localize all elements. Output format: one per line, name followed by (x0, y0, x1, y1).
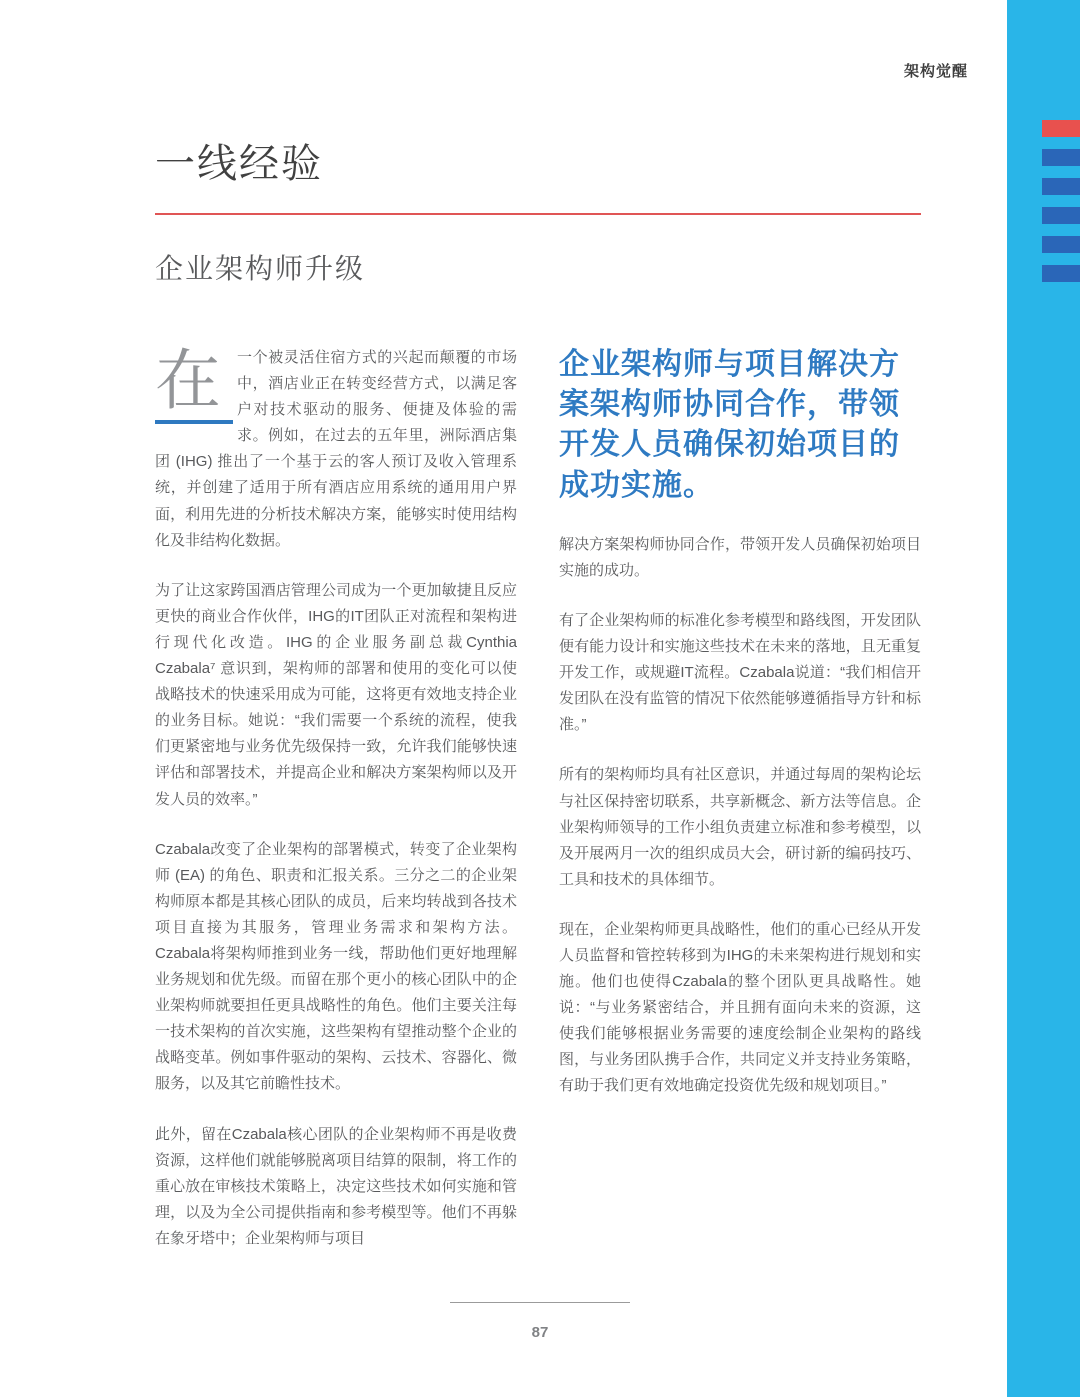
body-paragraph: 现在，企业架构师更具战略性，他们的重心已经从开发人员监督和管控转移到为IHG的未来架构进行规划和实施。他们也使得Czabala的整个团队更具战略性。她说：“与业务紧密结合，并且拥有面向未来的资源，这使我们能够根据业务需要的速度绘制企业架构的路线图，与业务团队携手合作，共同定义并支持业务策略，有助于我们更有效地确定投资优先级和规划项目。” (559, 920, 921, 1095)
right-column (559, 345, 921, 1276)
stripe-blue (1042, 265, 1080, 282)
stripe-blue (1042, 178, 1080, 195)
stripe-red (1042, 120, 1080, 137)
pull-quote: 企业架构师与项目解决方案架构师协同合作，带领开发人员确保初始项目的成功实施。 (559, 348, 900, 502)
body-paragraph: 有了企业架构师的标准化参考模型和路线图，开发团队便有能力设计和实施这些技术在未来的落地，且无重复开发工作，或规避IT流程。Czabala说道：“我们相信开发团队在没有监管的情况下依然能够遵循指导方针和标准。” (559, 611, 921, 734)
page-title: 一线经验 (155, 142, 323, 186)
intro-paragraph-text: 一个被灵活住宿方式的兴起而颠覆的市场中，酒店业正在转变经营方式，以满足客户对技术驱动的服务、便捷及体验的需求。例如，在过去的五年里，洲际酒店集团 (IHG) 推出了一个基于云的客人预订及收入管理系统，并创建了适用于所有酒店应用系统的通用用户界面，利用先进的分析技术解决方案，能够实时使用结构化及非结构化数据。 (155, 349, 517, 549)
stripe-decoration (1042, 120, 1080, 282)
left-column (155, 345, 517, 1276)
body-paragraph: 所有的架构师均具有社区意识，并通过每周的架构论坛与社区保持密切联系，共享新概念、新方法等信息。企业架构师领导的工作小组负责建立标准和参考模型，以及开展两月一次的组织成员大会，研讨新的编码技巧、工具和技术的具体细节。 (559, 766, 921, 888)
body-paragraph: 解决方案架构师协同合作，带领开发人员确保初始项目实施的成功。 (559, 535, 921, 579)
title-rule (155, 213, 921, 215)
page-number: 87 (531, 1324, 549, 1341)
footer-rule (450, 1302, 630, 1303)
dropcap: 在 (155, 345, 233, 424)
stripe-blue (1042, 236, 1080, 253)
page-content (155, 132, 921, 1276)
section-title: 企业架构师升级 (155, 253, 366, 284)
stripe-blue (1042, 207, 1080, 224)
running-head: 架构觉醒 (903, 63, 968, 80)
two-column-body (155, 345, 921, 1276)
stripe-blue (1042, 149, 1080, 166)
body-paragraph: 为了让这家跨国酒店管理公司成为一个更加敏捷且反应更快的商业合作伙伴，IHG的IT团队正对流程和架构进行现代化改造。IHG的企业服务副总裁Cynthia Czabala⁷ 意识到，架构师的部署和使用的变化可以使战略技术的快速采用成为可能，这将更有效地支持企业的业务目标。她说：“我们需要一个系统的流程，使我们更紧密地与业务优先级保持一致，允许我们能够快速评估和部署技术，并提高企业和解决方案架构师以及开发人员的效率。” (155, 581, 517, 808)
body-paragraph: 此外，留在Czabala核心团队的企业架构师不再是收费资源，这样他们就能够脱离项目结算的限制，将工作的重心放在审核技术策略上，决定这些技术如何实施和管理，以及为全公司提供指南和参考模型等。他们不再躲在象牙塔中；企业架构师与项目 (155, 1125, 517, 1247)
body-paragraph: Czabala改变了企业架构的部署模式，转变了企业架构师 (EA) 的角色、职责和汇报关系。三分之二的企业架构师原本都是其核心团队的成员，后来均转战到各技术项目直接为其服务，管理业务需求和架构方法。Czabala将架构师推到业务一线，帮助他们更好地理解业务规划和优先级。而留在那个更小的核心团队中的企业架构师就要担任更具战略性的角色。他们主要关注每一技术架构的首次实施，这些架构有望推动整个企业的战略变革。例如事件驱动的架构、云技术、容器化、微服务，以及其它前瞻性技术。 (155, 840, 517, 1093)
intro-paragraph (155, 345, 517, 554)
